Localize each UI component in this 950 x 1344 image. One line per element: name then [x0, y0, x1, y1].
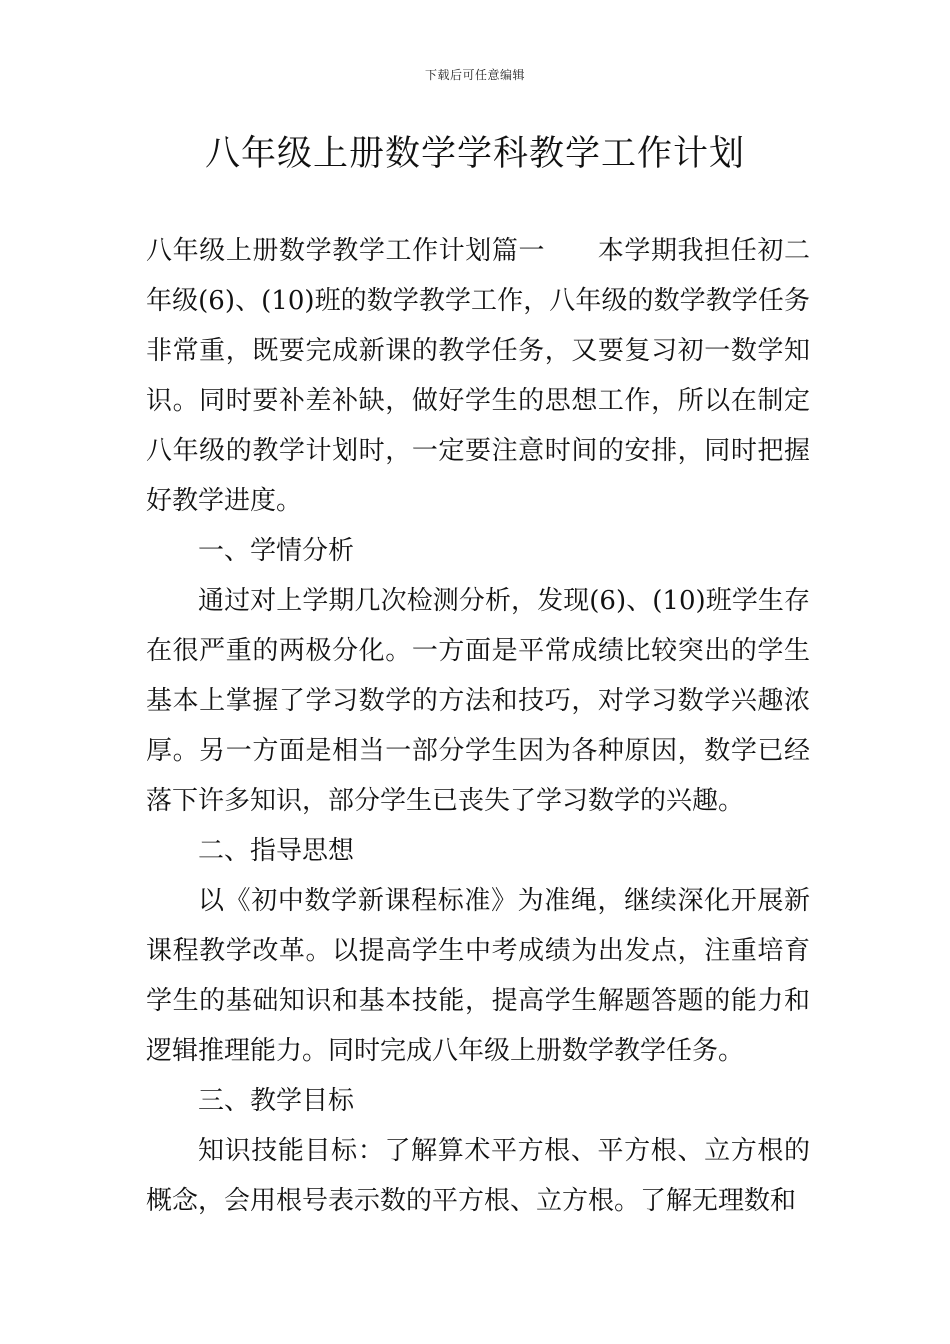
intro-text: 本学期我担任初二年级(6)、(10)班的数学教学工作，八年级的数学教学任务非常重，既要完成新课的教学任务，又要复习初一数学知识。同时要补差补缺，做好学生的思想工作，所以在制定八年级的教学计划时，一定要注意时间的安排，同时把握好教学进度。	[146, 236, 810, 516]
header-note: 下载后可任意编辑	[424, 68, 525, 82]
section-heading-3: 三、教学目标	[198, 1086, 355, 1116]
intro-heading: 八年级上册数学教学工作计划篇一	[146, 236, 546, 266]
section-heading-2: 二、指导思想	[198, 836, 355, 866]
section-paragraph-1: 通过对上学期几次检测分析，发现(6)、(10)班学生存在很严重的两极分化。一方面是平常成绩比较突出的学生基本上掌握了学习数学的方法和技巧，对学习数学兴趣浓厚。另一方面是相当一部分学生因为各种原因，数学已经落下许多知识，部分学生已丧失了学习数学的兴趣。	[146, 586, 810, 816]
section-paragraph-2: 以《初中数学新课程标准》为准绳，继续深化开展新课程教学改革。以提高学生中考成绩为出发点，注重培育学生的基础知识和基本技能，提高学生解题答题的能力和逻辑推理能力。同时完成八年级上册数学教学任务。	[146, 886, 810, 1066]
section-paragraph-3: 知识技能目标：了解算术平方根、平方根、立方根的概念，会用根号表示数的平方根、立方根。了解无理数和	[146, 1136, 810, 1216]
intro-paragraph	[146, 226, 810, 526]
section-heading-1: 一、学情分析	[198, 536, 355, 566]
document-title: 八年级上册数学学科教学工作计划	[204, 134, 745, 174]
document-body	[146, 226, 810, 1226]
